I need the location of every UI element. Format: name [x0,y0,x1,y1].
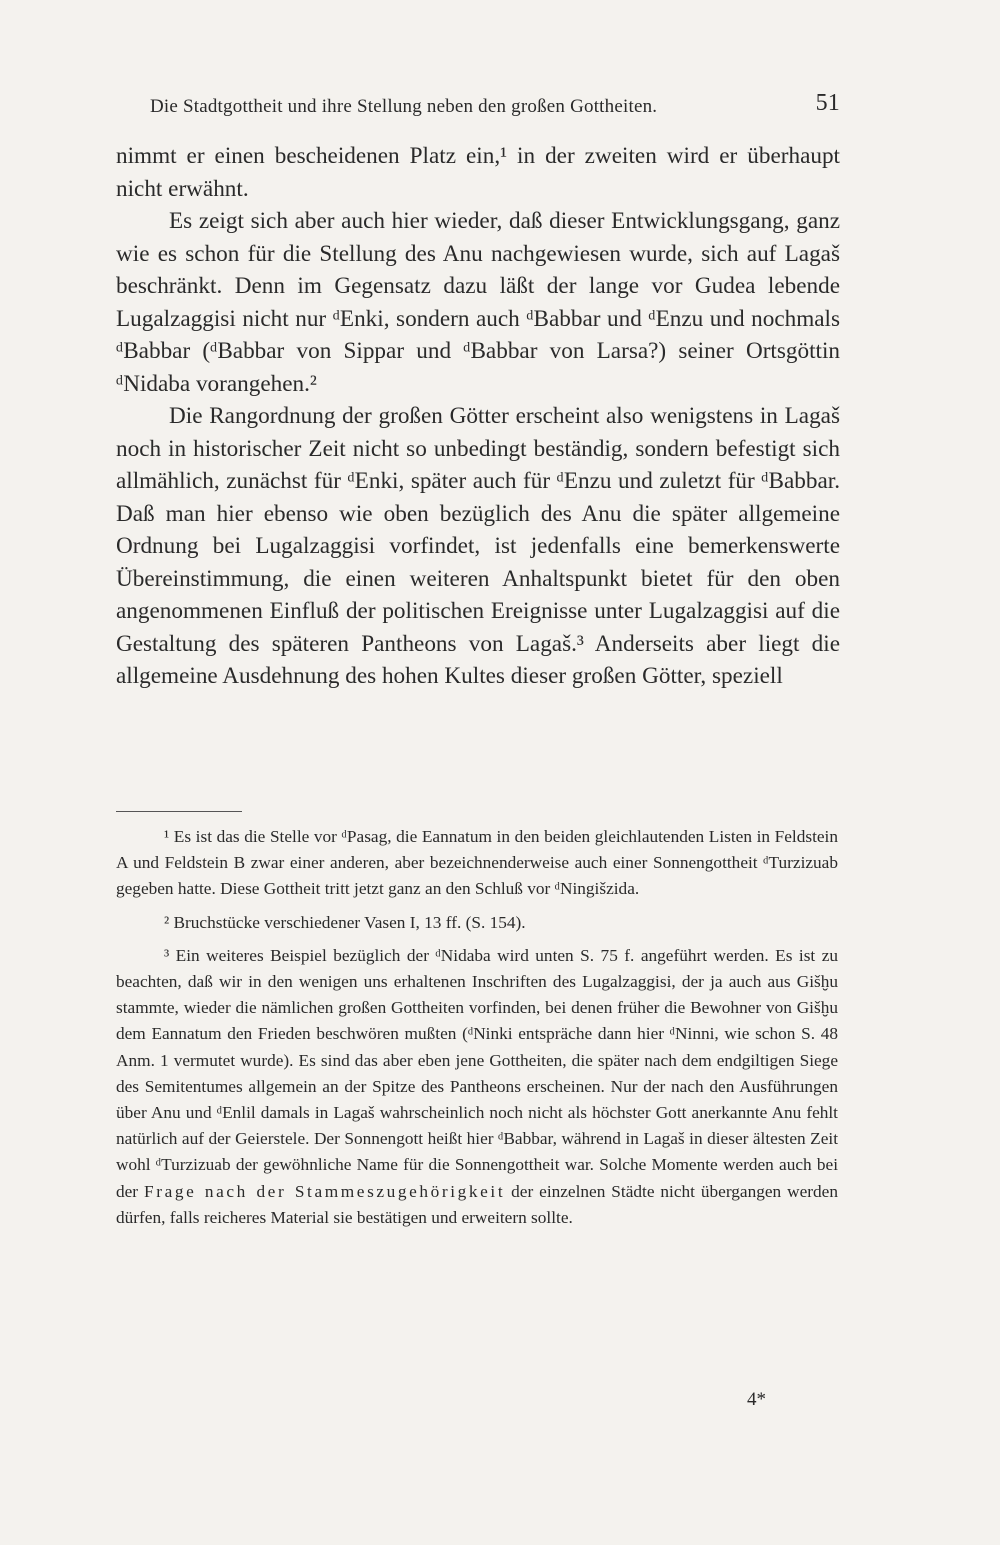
footnote-3-part-b: der einzelnen Städte nicht übergangen werden dürfen, falls reicheres Material sie bestätigen und erweitern sollte. [116,1181,838,1227]
paragraph-2: Es zeigt sich aber auch hier wieder, daß dieser Entwicklungsgang, ganz wie es schon für die Stellung des Anu nachgewiesen wurde, sich auf Lagaš beschränkt. Denn im Gegensatz dazu läßt der lange vor Gudea lebende Lugalzaggisi nicht nur ᵈEnki, sondern auch ᵈBabbar und ᵈEnzu und nochmals ᵈBabbar (ᵈBabbar von Sippar und ᵈBabbar von Larsa?) seiner Ortsgöttin ᵈNidaba vorangehen.² [116,208,840,397]
paragraph-1: nimmt er einen bescheidenen Platz ein,¹ in der zweiten wird er überhaupt nicht erwähnt. [116,143,840,202]
signature-mark: 4* [747,1389,766,1410]
footnotes [116,824,838,1238]
footnote-2: ² Bruchstücke verschiedener Vasen I, 13 ff. (S. 154). [164,912,526,932]
footnote-3-part-a: ³ Ein weiteres Beispiel bezüglich der ᵈNidaba wird unten S. 75 f. angeführt werden. Es ist zu beachten, daß wir in den wenigen uns erhaltenen Inschriften des Lugalzaggisi, der ja auch aus Gišḫu stammte, wieder die nämlichen großen Gottheiten vorfinden, bei denen früher die Bewohner von Gišḫu dem Eannatum den Frieden beschwören mußten (ᵈNinki entspräche dann hier ᵈNinni, wie schon S. 48 Anm. 1 vermutet wurde). Es sind das aber eben jene Gottheiten, die später nach dem endgiltigen Siege des Semitentumes allgemein an der Spitze des Pantheons erscheinen. Nur der nach den Ausführungen über Anu und ᵈEnlil damals in Lagaš wahrscheinlich noch nicht als höchster Gott anerkannte Anu fehlt natürlich auf der Geierstele. Der Sonnengott heißt hier ᵈBabbar, während in Lagaš in dieser ältesten Zeit wohl ᵈTurzizuab der gewöhnliche Name für die Sonnengottheit war. Solche Momente werden auch bei der [116,945,838,1201]
footnote-3-spaced-text: Frage nach der Stammeszugehörigkeit [144,1181,506,1201]
running-header [150,90,840,118]
footnote-1: ¹ Es ist das die Stelle vor ᵈPasag, die Eannatum in den beiden gleichlautenden Listen in Feldstein A und Feldstein B zwar einer anderen, aber bezeichnenderweise auch einer Sonnengottheit ᵈTurzizuab gegeben hatte. Diese Gottheit tritt jetzt ganz an den Schluß vor ᵈNingišzida. [116,827,838,899]
footnote-divider [116,811,242,812]
paragraph-3: Die Rangordnung der großen Götter erscheint also wenigstens in Lagaš noch in historischer Zeit nicht so unbedingt beständig, sondern befestigt sich allmählich, zunächst für ᵈEnki, später auch für ᵈEnzu und zuletzt für ᵈBabbar. Daß man hier ebenso wie oben bezüglich des Anu die später allgemeine Ordnung bei Lugalzaggisi vorfindet, ist jedenfalls eine bemerkenswerte Übereinstimmung, die einen weiteren Anhaltspunkt bietet für den oben angenommenen Einfluß der politischen Ereignisse unter Lugalzaggisi auf die Gestaltung des späteren Pantheons von Lagaš.³ Anderseits aber liegt die allgemeine Ausdehnung des hohen Kultes dieser großen Götter, speziell [116,403,840,689]
footnote-3 [116,943,838,1231]
main-text [116,140,840,693]
running-title: Die Stadtgottheit und ihre Stellung neben den großen Gottheiten. [150,96,658,117]
page-number: 51 [815,90,840,116]
